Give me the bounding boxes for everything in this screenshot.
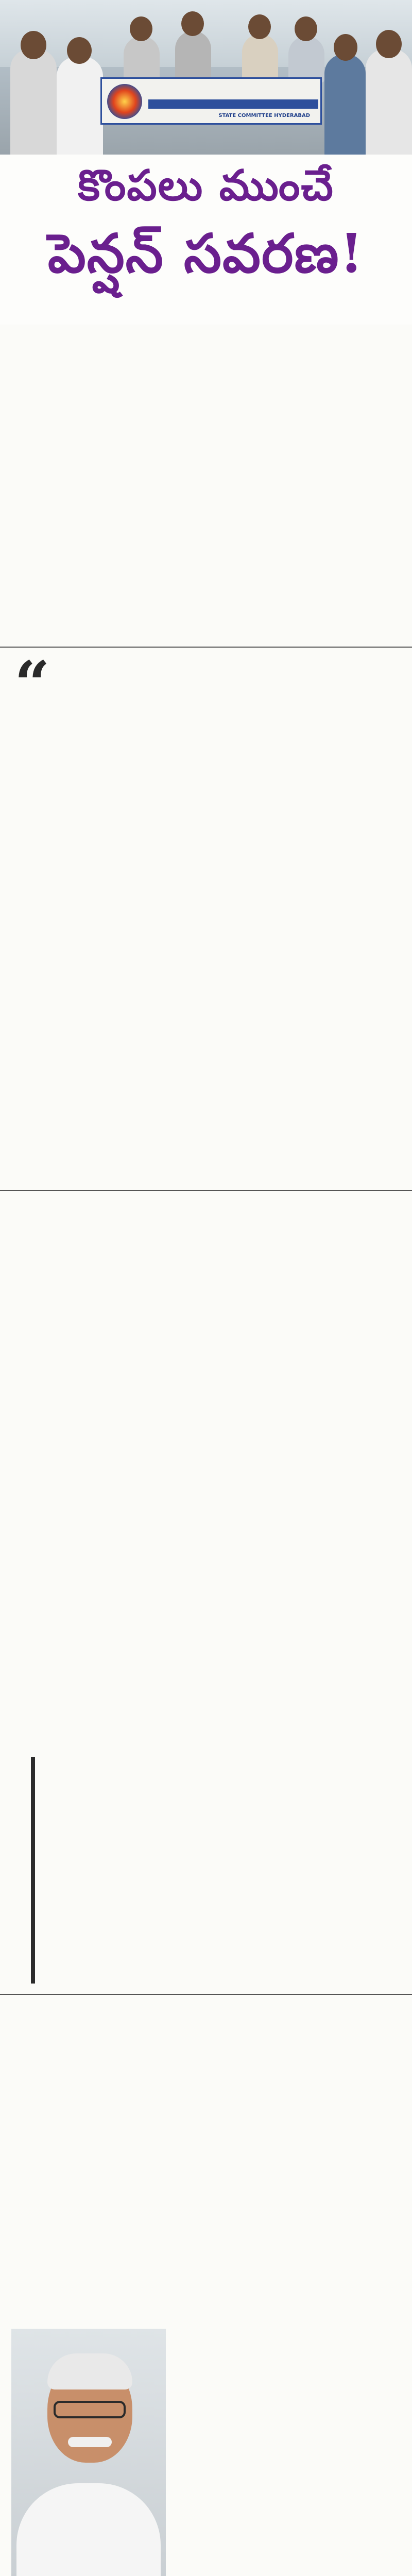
protester-head [334, 34, 357, 61]
protester-head [130, 16, 152, 41]
protester-head [248, 14, 271, 39]
section-2-paragraph [11, 659, 403, 1185]
protester-head [67, 37, 92, 64]
protester-figure [175, 31, 211, 80]
section-divider [0, 647, 412, 648]
protester-figure [242, 34, 278, 80]
protest-photo [0, 0, 412, 155]
author-shirt [16, 2483, 161, 2576]
protester-figure [324, 54, 366, 155]
protest-banner [100, 77, 322, 125]
section-4-paragraph [11, 1731, 403, 1752]
opening-quote-mark: “ [14, 648, 50, 720]
author-glasses [54, 2401, 126, 2418]
section-divider [0, 1190, 412, 1191]
author-mustache [68, 2437, 112, 2447]
author-hair [47, 2353, 132, 2389]
protester-head [21, 31, 46, 59]
section-divider [0, 1994, 412, 1995]
protester-head [181, 11, 204, 36]
banner-committee: STATE COMMITTEE HYDERABAD [218, 113, 310, 118]
protester-figure [366, 49, 412, 155]
protester-figure [124, 36, 160, 82]
section-5-paragraph [11, 2004, 403, 2324]
protester-head [295, 16, 317, 41]
association-logo [107, 84, 142, 119]
protester-figure [10, 49, 57, 155]
intro-paragraph [11, 330, 403, 639]
author-photo [11, 2329, 166, 2576]
headline-line-2: పెన్షన్ సవరణ! [47, 222, 365, 285]
pull-quote-text [45, 1761, 401, 1977]
section-3-paragraph [11, 1200, 403, 1726]
headline-line-1: కొంపలు ముంచే [78, 161, 334, 210]
protester-figure [57, 57, 103, 155]
protester-head [376, 30, 402, 58]
banner-subtitle [148, 99, 318, 109]
protester-figure [288, 36, 324, 82]
